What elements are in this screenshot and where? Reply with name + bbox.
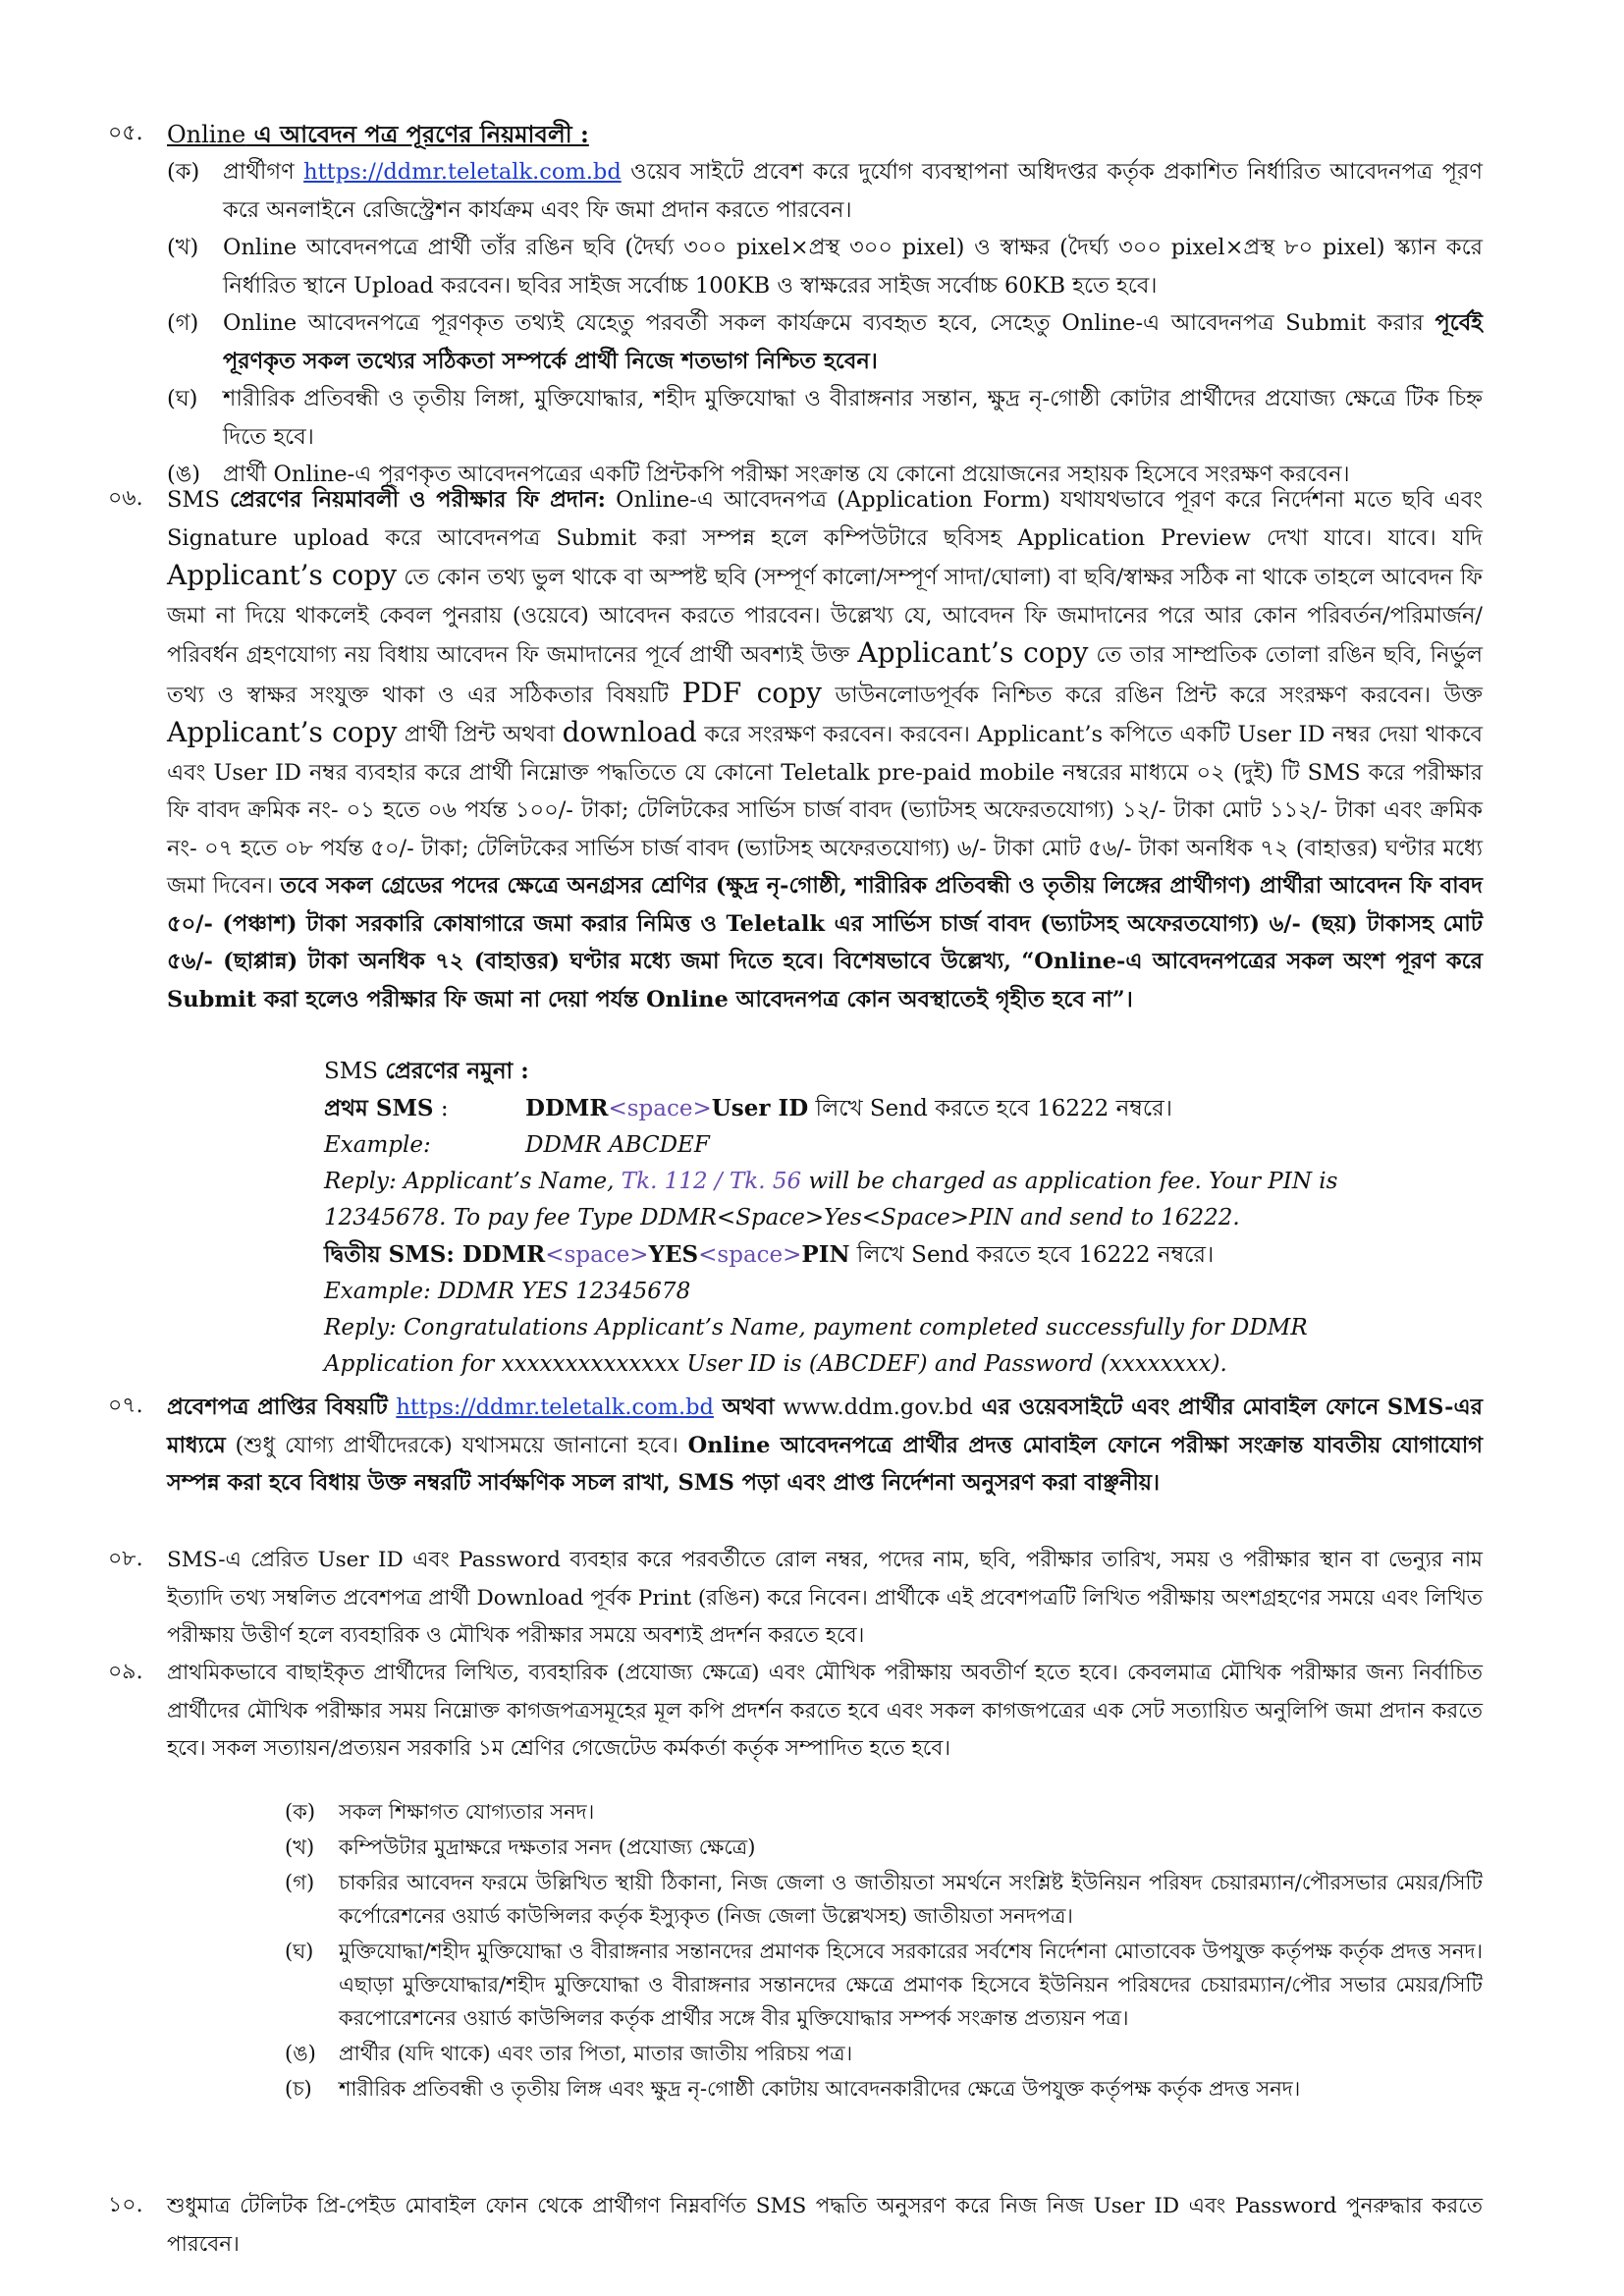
section-05: [108, 116, 1483, 494]
ddmr-link[interactable]: https://ddmr.teletalk.com.bd: [396, 1394, 714, 1420]
reply-2: Reply: Congratulations Applicant’s Name, payment completed successfully for DDMR: [324, 1315, 1308, 1340]
list-item: (ক) সকল শিক্ষাগত যোগ্যতার সনদ।: [285, 1800, 595, 1824]
list-item: (ক) প্রার্থীগণ https://ddmr.teletalk.com.bd ওয়েব সাইটে প্রবেশ করে দুর্যোগ ব্যবস্থাপনা অধিদপ্তর কর্তৃক প্রকাশিত নির্ধারিত আবেদনপত্র পূরণ করে অনলাইনে রেজিস্ট্রেশন কার্যক্রম এবং ফি জমা প্রদান করতে পারবেন।: [167, 159, 1483, 223]
section-body: প্রবেশপত্র প্রাপ্তির বিষয়টি https://ddmr.teletalk.com.bd অথবা www.ddm.gov.bd এর ওয়েবসাইটে এবং প্রার্থীর মোবাইল ফোনে SMS-এর মাধ্যমে (শুধু যোগ্য প্রার্থীদেরকে) যথাসময়ে জানানো হবে। Online আবেদনপত্রে প্রার্থীর প্রদত্ত মোবাইল ফোনে পরীক্ষা সংক্রান্ত যাবতীয় যোগাযোগ সম্পন্ন করা হবে বিধায় উক্ত নম্বরটি সার্বক্ষণিক সচল রাখা, SMS পড়া এবং প্রাপ্ত নির্দেশনা অনুসরণ করা বাঞ্ছনীয়।: [167, 1394, 1484, 1496]
list-item: (চ) শারীরিক প্রতিবন্ধী ও তৃতীয় লিঙ্গ এবং ক্ষুদ্র নৃ-গোষ্ঠী কোটায় আবেদনকারীদের ক্ষেত্রে উপযুক্ত কর্তৃপক্ষ কর্তৃক প্রদত্ত সনদ।: [285, 2077, 1301, 2101]
document-list: [285, 1795, 1483, 2107]
reply-1: Reply: Applicant’s Name, Tk. 112 / Tk. 56 will be charged as application fee. Your PIN is: [324, 1169, 1338, 1194]
list-item: (ঘ) মুক্তিযোদ্ধা/শহীদ মুক্তিযোদ্ধা ও বীরাঙ্গনার সন্তানদের প্রমাণক হিসেবে সরকারের সর্বশেষ নির্দেশনা মোতাবেক উপযুক্ত কর্তৃপক্ষ কর্তৃক প্রদত্ত সনদ। এছাড়া মুক্তিযোদ্ধার/শহীদ মুক্তিযোদ্ধা ও বীরাঙ্গনার সন্তানদের ক্ষেত্রে প্রমাণক হিসেবে ইউনিয়ন পরিষদের চেয়ারম্যান/পৌর সভার মেয়র/সিটি করপোরেশনের ওয়ার্ড কাউন্সিলর কর্তৃক প্রার্থীর সঙ্গে বীর মুক্তিযোদ্ধার সম্পর্ক সংক্রান্ত প্রত্যয়ন পত্র।: [285, 1940, 1483, 2030]
list-item: (গ) চাকরির আবেদন ফরমে উল্লিখিত স্থায়ী ঠিকানা, নিজ জেলা ও জাতীয়তা সমর্থনে সংশ্লিষ্ট ইউনিয়ন পরিষদ চেয়ারম্যান/পৌরসভার মেয়র/সিটি কর্পোরেশনের ওয়ার্ড কাউন্সিলর কর্তৃক ইস্যুকৃত (নিজ জেলা উল্লেখসহ) জাতীয়তা সনদপত্র।: [285, 1871, 1483, 1928]
section-body: SMS-এ প্রেরিত User ID এবং Password ব্যবহার করে পরবর্তীতে রোল নম্বর, পদের নাম, ছবি, পরীক্ষার তারিখ, সময় ও পরীক্ষার স্থান বা ভেন্যুর নাম ইত্যাদি তথ্য সম্বলিত প্রবেশপত্র প্রার্থী Download পূর্বক Print (রঙিন) করে নিবেন। প্রার্থীকে এই প্রবেশপত্রটি লিখিত পরীক্ষায় অংশগ্রহণের সময়ে এবং লিখিত পরীক্ষায় উত্তীর্ণ হলে ব্যবহারিক ও মৌখিক পরীক্ষার সময়ে অবশ্যই প্রদর্শন করতে হবে।: [167, 1548, 1483, 1648]
section-10: [108, 2188, 1483, 2264]
list-item: (গ) Online আবেদনপত্রে পূরণকৃত তথ্যই যেহেতু পরবর্তী সকল কার্যক্রমে ব্যবহৃত হবে, সেহেতু Online-এ আবেদনপত্র Submit করার পূর্বেই পূরণকৃত সকল তথ্যের সঠিকতা সম্পর্কে প্রার্থী নিজে শতভাগ নিশ্চিত হবেন।: [167, 310, 1483, 374]
list-item: (ঙ) প্রার্থীর (যদি থাকে) এবং তার পিতা, মাতার জাতীয় পরিচয় পত্র।: [285, 2042, 853, 2065]
section-06: [108, 481, 1484, 1018]
example-2: Example: DDMR YES 12345678: [324, 1279, 691, 1304]
reply-2-cont: Application for xxxxxxxxxxxxxx User ID is (ABCDEF) and Password (xxxxxxxx).: [324, 1351, 1227, 1377]
list-item: (ঙ) প্রার্থী Online-এ পূরণকৃত আবেদনপত্রের একটি প্রিন্টকপি পরীক্ষা সংক্রান্ত যে কোনো প্রয়োজনের সহায়ক হিসেবে সংরক্ষণ করবেন।: [167, 462, 1350, 487]
section-07: [108, 1389, 1484, 1503]
section-number: ০৫.: [108, 121, 143, 145]
list-item: (ঘ) শারীরিক প্রতিবন্ধী ও তৃতীয় লিঙ্গা, মুক্তিযোদ্ধার, শহীদ মুক্তিযোদ্ধা ও বীরাঙ্গনার সন্তান, ক্ষুদ্র নৃ-গোষ্ঠী কোটার প্রার্থীদের প্রযোজ্য ক্ষেত্রে টিক চিহ্ন দিতে হবে।: [167, 386, 1483, 450]
section-08: [108, 1542, 1483, 1656]
sms-sample: [324, 1053, 1483, 1383]
section-title: Online এ আবেদন পত্র পূরণের নিয়মাবলী :: [167, 120, 589, 148]
ddmr-link[interactable]: https://ddmr.teletalk.com.bd: [303, 159, 622, 185]
section-09: [108, 1655, 1483, 1769]
section-body: শুধুমাত্র টেলিটক প্রি-পেইড মোবাইল ফোন থেকে প্রার্থীগণ নিম্নবর্ণিত SMS পদ্ধতি অনুসরণ করে নিজ নিজ User ID এবং Password পুনরুদ্ধার করতে পারবেন।: [167, 2194, 1483, 2257]
section-body: SMS প্রেরণের নিয়মাবলী ও পরীক্ষার ফি প্রদান: Online-এ আবেদনপত্র (Application Form) যথাযথভাবে পূরণ করে নির্দেশনা মতে ছবি এবং Signature upload করে আবেদনপত্র Submit করা সম্পন্ন হলে কম্পিউটারে ছবিসহ Application Preview দেখা যাবে। যাবে। যদি Applicant’s copy তে কোন তথ্য ভুল থাকে বা অস্পষ্ট ছবি (সম্পূর্ণ কালো/সম্পূর্ণ সাদা/ঘোলা) বা ছবি/স্বাক্ষর সঠিক না থাকে তাহলে আবেদন ফি জমা না দিয়ে থাকলেই কেবল পুনরায় (ওয়েবে) আবেদন করতে পারবেন। উল্লেখ্য যে, আবেদন ফি জমাদানের পরে আর কোন পরিবর্তন/পরিমার্জন/পরিবর্ধন গ্রহণযোগ্য নয় বিধায় আবেদন ফি জমাদানের পূর্বে প্রার্থী অবশ্যই উক্ত Applicant’s copy তে তার সাম্প্রতিক তোলা রঙিন ছবি, নির্ভুল তথ্য ও স্বাক্ষর সংযুক্ত থাকা ও এর সঠিকতার বিষয়টি PDF copy ডাউনলোডপূর্বক নিশ্চিত করে রঙিন প্রিন্ট করে সংরক্ষণ করবেন। উক্ত Applicant’s copy প্রার্থী প্রিন্ট অথবা download করে সংরক্ষণ করবেন। করবেন। Applicant’s কপিতে একটি User ID নম্বর দেয়া থাকবে এবং User ID নম্বর ব্যবহার করে প্রার্থী নিম্নোক্ত পদ্ধতিতে যে কোনো Teletalk pre-paid mobile নম্বরের মাধ্যমে ০২ (দুই) টি SMS করে পরীক্ষার ফি বাবদ ক্রমিক নং- ০১ হতে ০৬ পর্যন্ত ১০০/- টাকা; টেলিটকের সার্ভিস চার্জ বাবদ (ভ্যাটসহ অফেরতযোগ্য) ১২/- টাকা মোট ১১২/- টাকা এবং ক্রমিক নং- ০৭ হতে ০৮ পর্যন্ত ৫০/- টাকা; টেলিটকের সার্ভিস চার্জ বাবদ (ভ্যাটসহ অফেরতযোগ্য) ৬/- টাকা মোট ৫৬/- টাকা অনধিক ৭২ (বাহাত্তর) ঘণ্টার মধ্যে জমা দিবেন। তবে সকল গ্রেডের পদের ক্ষেত্রে অনগ্রসর শ্রেণির (ক্ষুদ্র নৃ-গোষ্ঠী, শারীরিক প্রতিবন্ধী ও তৃতীয় লিঙ্গের প্রার্থীগণ) প্রার্থীরা আবেদন ফি বাবদ ৫০/- (পঞ্চাশ) টাকা সরকারি কোষাগারে জমা করার নিমিত্ত ও Teletalk এর সার্ভিস চার্জ বাবদ (ভ্যাটসহ অফেরতযোগ্য) ৬/- (ছয়) টাকাসহ মোট ৫৬/- (ছাপ্পান্ন) টাকা অনধিক ৭২ (বাহাত্তর) ঘণ্টার মধ্যে জমা দিতে হবে। বিশেষভাবে উল্লেখ্য, “Online-এ আবেদনপত্রের সকল অংশ পূরণ করে Submit করা হলেও পরীক্ষার ফি জমা না দেয়া পর্যন্ত Online আবেদনপত্র কোন অবস্থাতেই গৃহীত হবে না”।: [167, 487, 1484, 1012]
section-number: ০৯.: [108, 1660, 143, 1684]
example-1: Example: DDMR ABCDEF: [324, 1132, 710, 1158]
list-item: (খ) কম্পিউটার মুদ্রাক্ষরে দক্ষতার সনদ (প্রযোজ্য ক্ষেত্রে): [285, 1835, 756, 1859]
reply-1-cont: 12345678. To pay fee Type DDMR<Space>Yes<Space>PIN and send to 16222.: [324, 1205, 1240, 1230]
section-number: ১০.: [108, 2193, 143, 2217]
section-number: ০৭.: [108, 1394, 143, 1418]
list-item: (খ) Online আবেদনপত্রে প্রার্থী তাঁর রঙিন ছবি (দৈর্ঘ্য ৩০০ pixel×প্রস্থ ৩০০ pixel) ও স্বাক্ষর (দৈর্ঘ্য ৩০০ pixel×প্রস্থ ৮০ pixel) স্ক্যান করে নির্ধারিত স্থানে Upload করবেন। ছবির সাইজ সর্বোচ্চ 100KB ও স্বাক্ষরের সাইজ সর্বোচ্চ 60KB হতে হবে।: [167, 235, 1483, 299]
section-body: প্রাথমিকভাবে বাছাইকৃত প্রার্থীদের লিখিত, ব্যবহারিক (প্রযোজ্য ক্ষেত্রে) এবং মৌখিক পরীক্ষায় অবতীর্ণ হতে হবে। কেবলমাত্র মৌখিক পরীক্ষার জন্য নির্বাচিত প্রার্থীদের মৌখিক পরীক্ষার সময় নিম্নোক্ত কাগজপত্রসমূহের মূল কপি প্রদর্শন করতে হবে এবং সকল কাগজপত্রের এক সেট সত্যায়িত অনুলিপি জমা প্রদান করতে হবে। সকল সত্যায়ন/প্রত্যয়ন সরকারি ১ম শ্রেণির গেজেটেড কর্মকর্তা কর্তৃক সম্পাদিত হতে হবে।: [167, 1661, 1483, 1761]
first-sms-row: প্রথম SMS : DDMR<space>User ID লিখে Send করতে হবে 16222 নম্বরে।: [324, 1095, 1172, 1121]
section-number: ০৬.: [108, 486, 143, 511]
section-number: ০৮.: [108, 1547, 143, 1571]
sms-heading: SMS প্রেরণের নমুনা :: [324, 1058, 529, 1084]
second-sms-row: দ্বিতীয় SMS: DDMR<space>YES<space>PIN লিখে Send করতে হবে 16222 নম্বরে।: [324, 1241, 1215, 1268]
